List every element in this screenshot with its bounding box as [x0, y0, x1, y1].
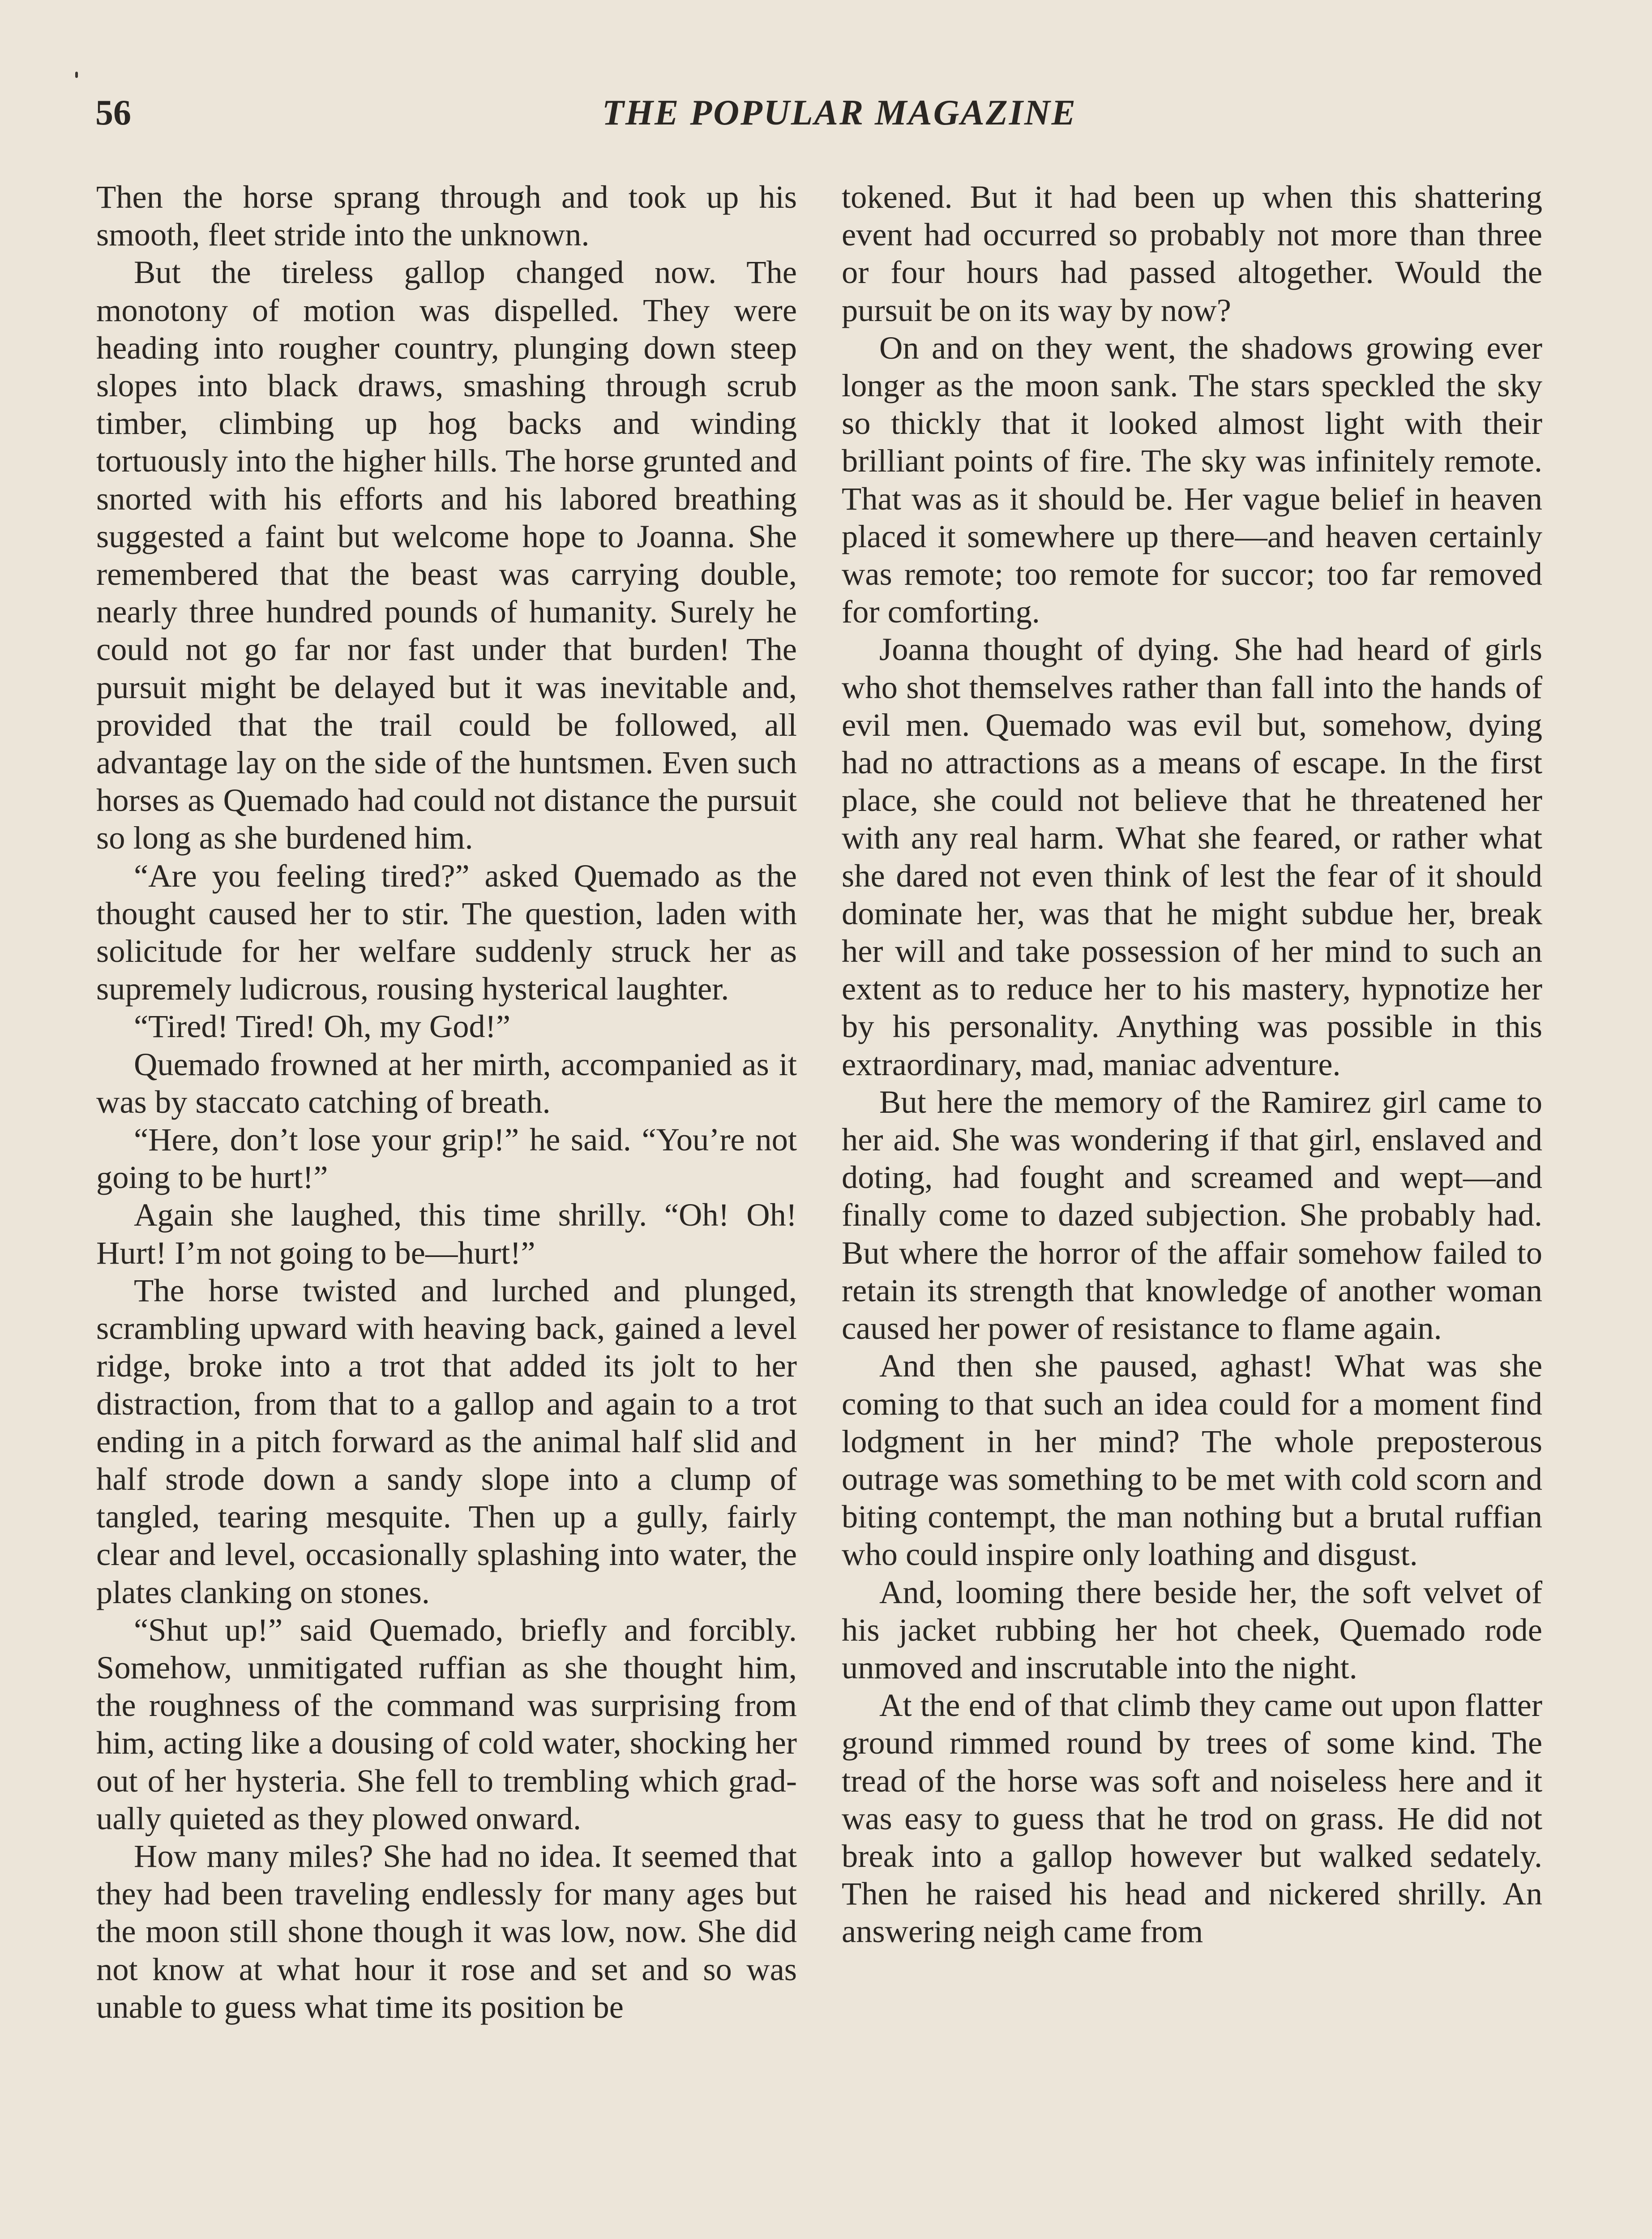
- print-speck: [75, 72, 78, 78]
- paragraph: At the end of that climb they came out upon flatter ground rimmed round by trees of some kind. The tread of the horse was soft and noiseless here and it was easy to guess that he trod on grass. He did not break into a gallop however but walked sedately. Then he raised his head and nickered shrilly. An answering neigh came from: [842, 1687, 1542, 1950]
- paragraph: “Shut up!” said Quemado, briefly and forcibly. Somehow, unmitigated ruffian as she thought him, the roughness of the command was surprising from him, acting like a dousing of cold water, shocking her out of her hysteria. She fell to trembling which gradually quieted as they plowed onward.: [96, 1611, 797, 1836]
- running-head: THE POPULAR MAGAZINE: [602, 93, 1077, 133]
- paragraph: Quemado frowned at her mirth, accompanied as it was by staccato catching of breath.: [96, 1046, 797, 1120]
- right-column: [842, 178, 1542, 1951]
- paragraph: Then the horse sprang through and took up his smooth, fleet stride into the unknown.: [96, 179, 797, 253]
- paragraph: And then she paused, aghast! What was she coming to that such an idea could for a moment find lodgment in her mind? The whole preposterous outrage was something to be met with cold scorn and biting contempt, the man nothing but a brutal ruffian who could inspire only loathing and disgust.: [842, 1347, 1542, 1573]
- paragraph: Joanna thought of dying. She had heard of girls who shot themselves rather than fall into the hands of evil men. Quemado was evil but, somehow, dying had no attractions as a means of escape. In the first place, she could not believe that he threatened her with any real harm. What she feared, or rather what she dared not even think of lest the fear of it should dominate her, was that he might subdue her, break her will and take possession of her mind to such an extent as to reduce her to his mastery, hypnotize her by his personality. Anything was possible in this extraordinary, mad, maniac adventure.: [842, 631, 1542, 1082]
- paragraph: But here the memory of the Ramirez girl came to her aid. She was wondering if that girl, enslaved and doting, had fought and screamed and wept—and finally come to dazed subjection. She probably had. But where the horror of the affair somehow failed to retain its strength that knowledge of another woman caused her power of resistance to flame again.: [842, 1083, 1542, 1347]
- paragraph: Again she laughed, this time shrilly. “Oh! Oh! Hurt! I’m not going to be—hurt!”: [96, 1197, 797, 1271]
- paragraph: And, looming there beside her, the soft velvet of his jacket rubbing her hot cheek, Quemado rode unmoved and inscrutable into the night.: [842, 1574, 1542, 1686]
- paragraph: “Tired! Tired! Oh, my God!”: [134, 1008, 511, 1045]
- paragraph: tokened. But it had been up when this shattering event had occurred so probably not more than three or four hours had passed altogether. Would the pursuit be on its way by now?: [842, 179, 1542, 328]
- paragraph: But the tireless gallop changed now. The monotony of motion was dispelled. They were heading into rougher country, plunging down steep slopes into black draws, smashing through scrub timber, climbing up hog backs and winding tortuously into the higher hills. The horse grunted and snorted with his efforts and his labored breathing suggested a faint but welcome hope to Joanna. She remembered that the beast was carrying double, nearly three hundred pounds of humanity. Surely he could not go far nor fast under that burden! The pursuit might be delayed but it was inevitable and, provided that the trail could be followed, all advantage lay on the side of the huntsmen. Even such horses as Quemado had could not distance the pursuit so long as she burdened him.: [96, 254, 797, 856]
- paragraph: The horse twisted and lurched and plunged, scrambling upward with heaving back, gained a level ridge, broke into a trot that added its jolt to her distraction, from that to a gallop and again to a trot ending in a pitch forward as the animal half slid and half strode down a sandy slope into a clump of tangled, tearing mesquite. Then up a gully, fairly clear and level, occasionally splashing into water, the plates clanking on stones.: [96, 1272, 797, 1610]
- paragraph: “Are you feeling tired?” asked Quemado as the thought caused her to stir. The question, laden with solicitude for her welfare suddenly struck her as supremely ludicrous, rousing hysterical laughter.: [96, 857, 797, 1007]
- page-number: 56: [95, 93, 131, 133]
- paragraph: On and on they went, the shadows growing ever longer as the moon sank. The stars speckled the sky so thickly that it looked almost light with their brilliant points of fire. The sky was infinitely remote. That was as it should be. Her vague belief in heaven placed it somewhere up there—and heaven certainly was remote; too remote for succor; too far removed for comforting.: [842, 329, 1542, 630]
- paragraph: “Here, don’t lose your grip!” he said. “You’re not going to be hurt!”: [96, 1121, 797, 1196]
- paragraph: How many miles? She had no idea. It seemed that they had been traveling endlessly for many ages but the moon still shone though it was low, now. She did not know at what hour it rose and set and so was unable to guess what time its position be: [96, 1837, 797, 2025]
- left-column: [96, 178, 797, 2026]
